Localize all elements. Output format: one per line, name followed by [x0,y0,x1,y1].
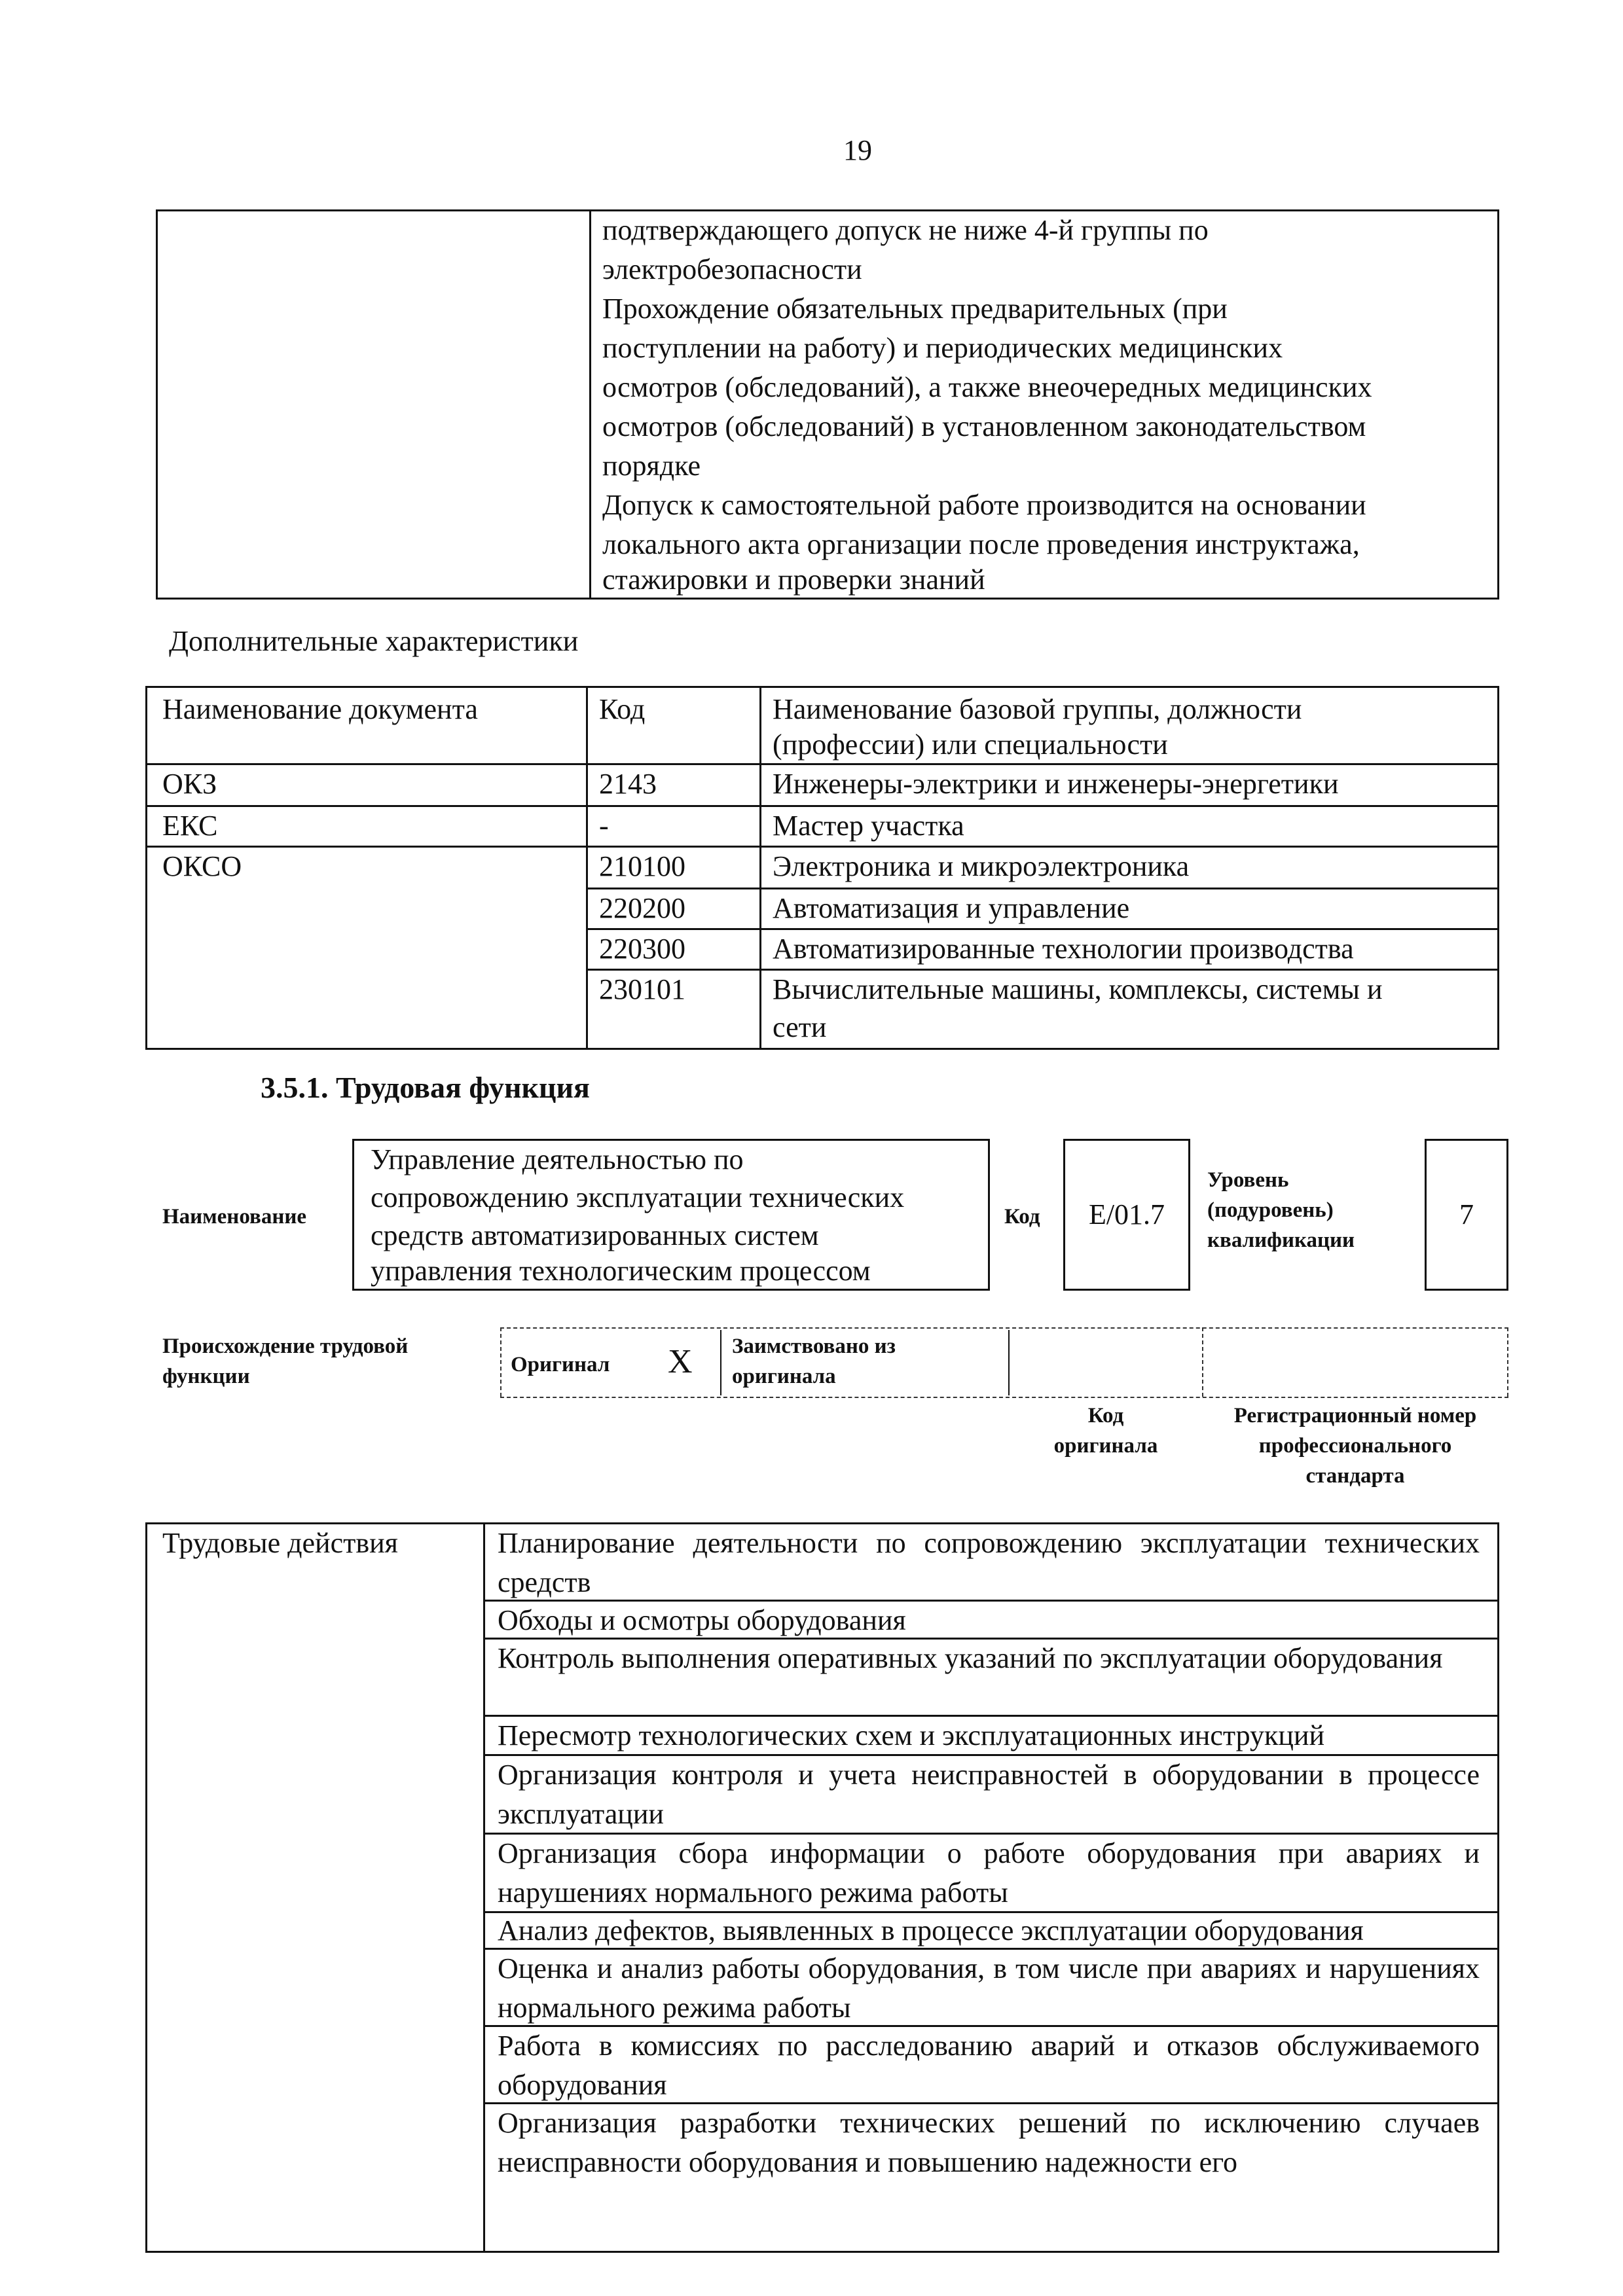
table-cell-name: Электроника и микроэлектроника [773,850,1190,882]
action-item: Пересмотр технологических схем и эксплуатационных инструкций [498,1719,1325,1751]
name-label: Наименование [162,1205,306,1229]
table-cell-name: Автоматизация и управление [773,892,1130,924]
function-code: E/01.7 [1088,1198,1165,1230]
reg-number-caption: Регистрационный номер [1233,1404,1477,1427]
function-name-line: сопровождению эксплуатации технических [371,1181,905,1213]
req-line: осмотров (обследований) в установленном законодательством [602,410,1366,442]
table-cell-code: 210100 [599,850,685,882]
req-line: осмотров (обследований), а также внеочередных медицинских [602,371,1372,403]
code-label: Код [1004,1205,1040,1229]
table-cell-name: сети [773,1011,827,1043]
req-line: подтверждающего допуск не ниже 4-й группы по [602,214,1209,246]
header-code: Код [599,693,646,725]
table-cell-doc: ОКЗ [162,768,217,800]
action-item: Организация контроля и учета неисправностей в оборудовании в процессе эксплуатации [498,1759,1480,1830]
header-name: (профессии) или специальности [773,728,1168,761]
table-cell-code: - [599,810,609,842]
level-label: Уровень [1207,1168,1289,1192]
table-cell-doc: ОКСО [162,850,242,882]
table-cell-code: 230101 [599,973,685,1005]
req-line: Допуск к самостоятельной работе производится на основании [602,489,1366,521]
table-cell-code: 2143 [599,768,657,800]
table-cell-name: Автоматизированные технологии производства [773,933,1354,965]
action-item: Обходы и осмотры оборудования [498,1604,906,1636]
req-line: стажировки и проверки знаний [602,564,985,596]
qualification-level: 7 [1459,1198,1474,1230]
original-code-caption: оригинала [1053,1434,1158,1458]
borrowed-label: Заимствовано из [732,1335,896,1358]
origin-label: функции [162,1365,250,1388]
borrowed-label: оригинала [732,1365,836,1388]
page-number: 19 [843,134,872,166]
function-name-line: средств автоматизированных систем [371,1219,819,1251]
additional-title: Дополнительные характеристики [169,625,579,657]
action-item: Анализ дефектов, выявленных в процессе эксплуатации оборудования [498,1914,1364,1946]
level-label: (подуровень) [1207,1198,1334,1222]
original-code-caption: Код [1087,1404,1124,1427]
action-item: Работа в комиссиях по расследованию аварий и отказов обслуживаемого оборудования [498,2030,1480,2101]
original-label: Оригинал [511,1353,610,1376]
table-cell-code: 220200 [599,892,685,924]
req-line: электробезопасности [602,253,862,285]
level-label: квалификации [1207,1229,1355,1252]
action-item: Организация сбора информации о работе оборудования при авариях и нарушениях нормального режима работы [498,1837,1480,1909]
function-name-line: Управление деятельностью по [371,1143,744,1175]
header-document: Наименование документа [162,693,478,725]
action-item: Контроль выполнения оперативных указаний по эксплуатации оборудования [498,1642,1443,1674]
function-name-line: управления технологическим процессом [371,1255,871,1287]
original-mark: X [668,1343,693,1380]
req-line: Прохождение обязательных предварительных (при [602,293,1228,325]
table-cell-name: Мастер участка [773,810,964,842]
reg-number-caption: стандарта [1305,1464,1405,1488]
req-line: поступлении на работу) и периодических медицинских [602,332,1283,364]
table-cell-name: Вычислительные машины, комплексы, системы и [773,973,1383,1005]
reg-number-caption: профессионального [1258,1434,1452,1458]
req-line: локального акта организации после проведения инструктажа, [602,528,1360,560]
origin-label: Происхождение трудовой [162,1335,409,1358]
action-item: Оценка и анализ работы оборудования, в том числе при авариях и нарушениях нормального режима работы [498,1952,1480,2024]
header-name: Наименование базовой группы, должности [773,693,1302,725]
table-cell-doc: ЕКС [162,810,218,842]
table-cell-code: 220300 [599,933,685,965]
table-cell-name: Инженеры-электрики и инженеры-энергетики [773,768,1339,800]
action-item: Планирование деятельности по сопровождению эксплуатации технических средств [498,1527,1480,1598]
section-title: 3.5.1. Трудовая функция [261,1071,590,1104]
req-line: порядке [602,450,701,482]
action-item: Организация разработки технических решений по исключению случаев неисправности оборудования и повышению надежности его [498,2107,1480,2178]
actions-label: Трудовые действия [162,1527,398,1559]
